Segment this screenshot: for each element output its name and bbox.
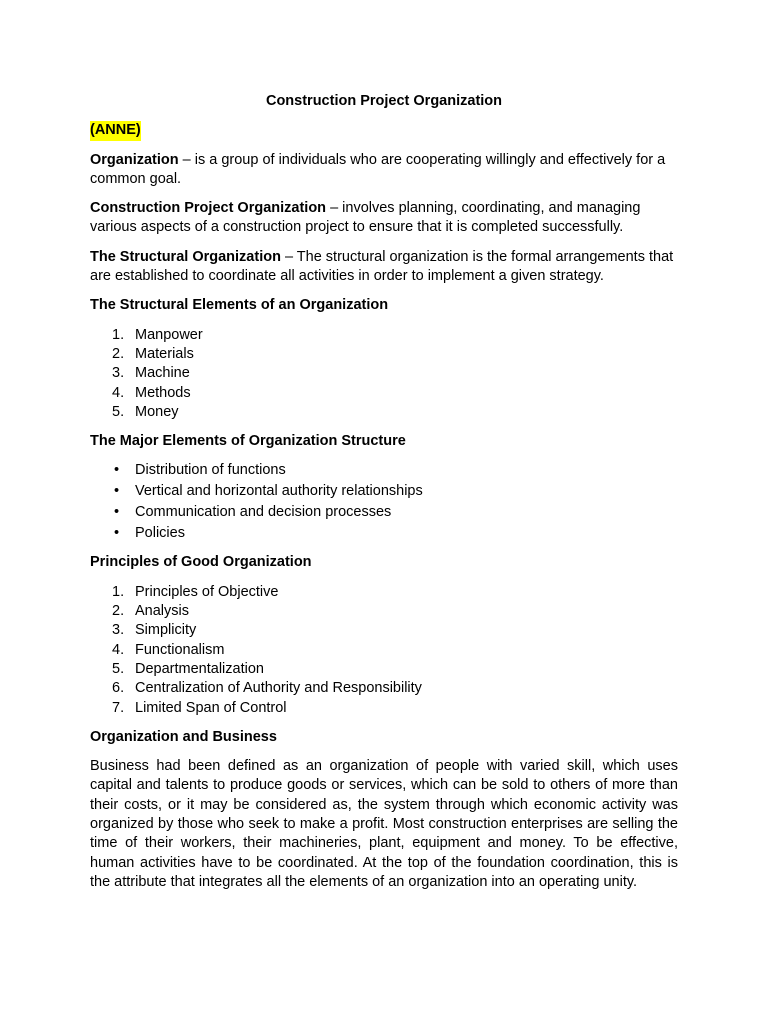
list-item: • Vertical and horizontal authority relationships [90, 482, 678, 501]
definition-term: Construction Project Organization [90, 200, 327, 217]
list-item: • Distribution of functions [90, 461, 678, 480]
definition-organization [90, 151, 678, 190]
definition-text: – is a group of individuals who are cooperating willingly and effectively for a common goal. [90, 151, 666, 187]
list-item: 1. Manpower [112, 326, 203, 343]
page-title: Construction Project Organization [265, 93, 503, 109]
major-elements-heading: The Major Elements of Organization Structure [90, 433, 406, 450]
list-item: 3. Machine [112, 365, 190, 382]
major-elements-list [90, 461, 678, 543]
business-heading: Organization and Business [90, 728, 277, 745]
bullet-icon: • [114, 483, 120, 500]
bullet-icon: • [114, 525, 120, 542]
structural-elements-list [90, 326, 678, 422]
list-item: • Communication and decision processes [90, 503, 678, 522]
list-item: 5. Money [112, 403, 179, 420]
definition-text: – The structural organization is the formal arrangements that are established to coordinate all activities in order to implement a given strategy. [90, 248, 674, 285]
structural-elements-heading: The Structural Elements of an Organization [90, 297, 389, 314]
definition-structural-organization [90, 248, 678, 287]
business-paragraph: Business had been defined as an organization of people with varied skill, which uses capital and talents to produce goods or services, which can be sold to others of more than their costs, or it may be considered as, the system through which economic activity was organized by those who seek to make a profit. Most construction enterprises are selling the time of their workers, their machineries, plant, equipment and money. To be effective, human activities have to be coordinated. At the top of the foundation coordination, this is the attribute that integrates all the elements of an organization into an operating unity. [90, 758, 678, 890]
principles-list [90, 583, 678, 718]
definition-term: Organization [90, 151, 179, 168]
list-item: 5. Departmentalization [112, 660, 264, 677]
bullet-icon: • [114, 462, 120, 479]
definition-construction-project-organization [90, 199, 678, 238]
author-tag: (ANNE) [90, 121, 141, 140]
list-item: 4. Functionalism [112, 641, 225, 658]
definition-text: – involves planning, coordinating, and managing various aspects of a construction project to ensure that it is completed successfully. [90, 200, 641, 236]
list-item: 1. Principles of Objective [112, 583, 279, 600]
list-item: 2. Materials [112, 345, 194, 362]
list-item: 7. Limited Span of Control [112, 699, 287, 716]
list-item: • Policies [90, 524, 678, 543]
principles-heading: Principles of Good Organization [90, 554, 312, 571]
list-item: 4. Methods [112, 384, 191, 401]
list-item: 6. Centralization of Authority and Responsibility [112, 680, 422, 697]
list-item: 2. Analysis [112, 603, 189, 620]
bullet-icon: • [114, 504, 120, 521]
definition-term: The Structural Organization [90, 248, 281, 265]
list-item: 3. Simplicity [112, 622, 197, 639]
